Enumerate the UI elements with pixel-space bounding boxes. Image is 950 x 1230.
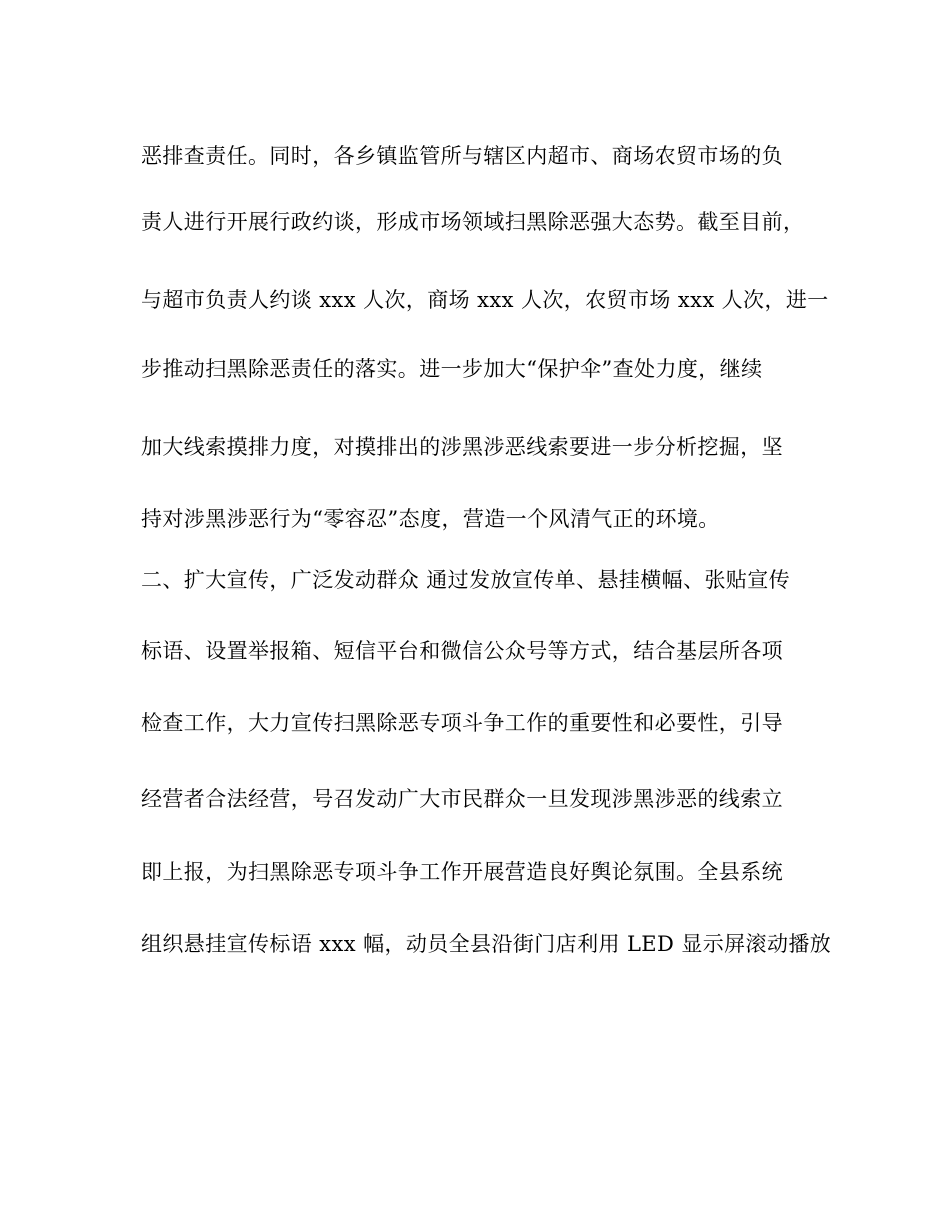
text-line-6: 持对涉黑涉恶行为“零容忍”态度，营造一个风清气正的环境。 <box>141 507 720 531</box>
text-line-11: 即上报，为扫黑除恶专项斗争工作开展营造良好舆论氛围。全县系统 <box>141 860 783 884</box>
text-line-4: 步推动扫黑除恶责任的落实。进一步加大“保护伞”查处力度，继续 <box>141 357 763 381</box>
text-line-8: 标语、设置举报箱、短信平台和微信公众号等方式，结合基层所各项 <box>141 639 783 663</box>
text-line-3: 与超市负责人约谈 xxx 人次，商场 xxx 人次，农贸市场 xxx 人次，进一 <box>141 288 829 312</box>
text-line-2: 责人进行开展行政约谈，形成市场领域扫黑除恶强大态势。截至目前， <box>141 210 805 234</box>
text-line-1: 恶排查责任。同时，各乡镇监管所与辖区内超市、商场农贸市场的负 <box>141 144 783 168</box>
text-line-9: 检查工作，大力宣传扫黑除恶专项斗争工作的重要性和必要性，引导 <box>141 711 783 735</box>
text-line-10: 经营者合法经营，号召发动广大市民群众一旦发现涉黑涉恶的线索立 <box>141 787 783 811</box>
text-line-5: 加大线索摸排力度，对摸排出的涉黑涉恶线索要进一步分析挖掘，坚 <box>141 435 783 459</box>
text-line-7: 二、扩大宣传，广泛发动群众 通过发放宣传单、悬挂横幅、张贴宣传 <box>141 568 791 592</box>
text-line-12: 组织悬挂宣传标语 xxx 幅，动员全县沿街门店利用 LED 显示屏滚动播放 <box>141 932 832 956</box>
